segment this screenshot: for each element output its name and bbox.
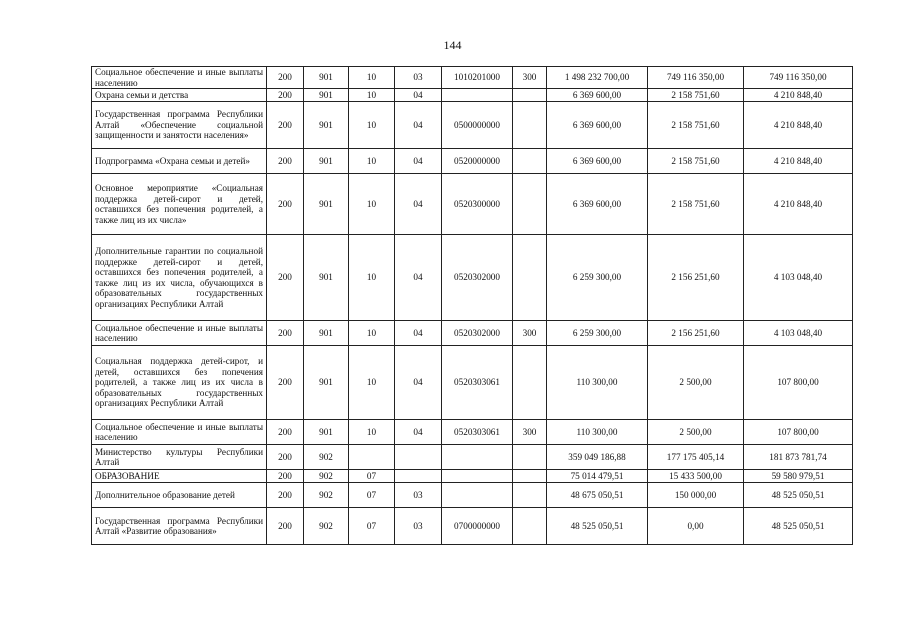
row-sum-total: 359 049 186,88 <box>547 445 648 470</box>
row-target-article: 0520303061 <box>442 420 513 445</box>
row-ved: 901 <box>304 346 349 420</box>
row-name: Социальная поддержка детей-сирот, и детей, оставшихся без попечения родителей, а также лиц из их числа в образовательных государственных организациях Республики Алтай <box>92 346 267 420</box>
row-expense-type <box>513 346 547 420</box>
row-podrazdel: 03 <box>395 483 442 508</box>
row-grbs: 200 <box>267 470 304 483</box>
row-sum-regional: 4 210 848,40 <box>744 89 853 102</box>
row-sum-total: 75 014 479,51 <box>547 470 648 483</box>
row-razdel: 10 <box>349 89 395 102</box>
table-row <box>92 508 853 545</box>
row-sum-regional: 4 103 048,40 <box>744 321 853 346</box>
row-target-article: 0520000000 <box>442 149 513 174</box>
row-ved: 902 <box>304 445 349 470</box>
row-target-article: 0520303061 <box>442 346 513 420</box>
row-ved: 901 <box>304 67 349 89</box>
row-razdel: 10 <box>349 420 395 445</box>
row-expense-type <box>513 235 547 321</box>
row-name: Социальное обеспечение и иные выплаты населению <box>92 321 267 346</box>
budget-table <box>91 66 853 545</box>
row-sum-regional: 48 525 050,51 <box>744 483 853 508</box>
row-ved: 901 <box>304 321 349 346</box>
row-razdel: 10 <box>349 67 395 89</box>
row-sum-federal: 2 500,00 <box>648 346 744 420</box>
row-name: Государственная программа Республики Алтай «Обеспечение социальной защищенности и занятости населения» <box>92 102 267 149</box>
row-sum-federal: 2 156 251,60 <box>648 321 744 346</box>
table-row <box>92 346 853 420</box>
table-row <box>92 420 853 445</box>
row-sum-federal: 2 158 751,60 <box>648 89 744 102</box>
row-podrazdel <box>395 445 442 470</box>
row-name: Основное мероприятие «Социальная поддержка детей-сирот и детей, оставшихся без попечения родителей, а также лиц из их числа» <box>92 174 267 235</box>
row-expense-type <box>513 149 547 174</box>
row-sum-total: 6 259 300,00 <box>547 321 648 346</box>
row-razdel: 07 <box>349 470 395 483</box>
row-expense-type: 300 <box>513 420 547 445</box>
row-sum-federal: 2 158 751,60 <box>648 102 744 149</box>
row-name: Охрана семьи и детства <box>92 89 267 102</box>
row-sum-total: 6 369 600,00 <box>547 102 648 149</box>
table-row <box>92 445 853 470</box>
row-grbs: 200 <box>267 174 304 235</box>
row-target-article: 0520302000 <box>442 321 513 346</box>
row-sum-regional: 4 210 848,40 <box>744 174 853 235</box>
row-name: Государственная программа Республики Алтай «Развитие образования» <box>92 508 267 545</box>
table-row <box>92 470 853 483</box>
row-ved: 902 <box>304 483 349 508</box>
row-sum-regional: 107 800,00 <box>744 420 853 445</box>
row-podrazdel: 03 <box>395 67 442 89</box>
row-sum-federal: 2 156 251,60 <box>648 235 744 321</box>
row-ved: 902 <box>304 508 349 545</box>
table-row <box>92 149 853 174</box>
row-razdel: 10 <box>349 149 395 174</box>
row-name: Социальное обеспечение и иные выплаты населению <box>92 420 267 445</box>
row-expense-type: 300 <box>513 321 547 346</box>
row-podrazdel: 04 <box>395 174 442 235</box>
row-ved: 901 <box>304 89 349 102</box>
row-grbs: 200 <box>267 346 304 420</box>
row-podrazdel: 03 <box>395 508 442 545</box>
row-grbs: 200 <box>267 149 304 174</box>
row-target-article: 0500000000 <box>442 102 513 149</box>
table-row <box>92 102 853 149</box>
row-target-article: 1010201000 <box>442 67 513 89</box>
row-ved: 901 <box>304 102 349 149</box>
row-sum-federal: 150 000,00 <box>648 483 744 508</box>
row-sum-total: 48 675 050,51 <box>547 483 648 508</box>
row-sum-regional: 4 210 848,40 <box>744 102 853 149</box>
row-target-article <box>442 445 513 470</box>
row-expense-type <box>513 89 547 102</box>
row-razdel: 10 <box>349 321 395 346</box>
row-grbs: 200 <box>267 89 304 102</box>
row-name: ОБРАЗОВАНИЕ <box>92 470 267 483</box>
row-ved: 902 <box>304 470 349 483</box>
row-ved: 901 <box>304 420 349 445</box>
row-expense-type <box>513 483 547 508</box>
row-podrazdel: 04 <box>395 102 442 149</box>
row-sum-regional: 749 116 350,00 <box>744 67 853 89</box>
row-ved: 901 <box>304 149 349 174</box>
row-sum-federal: 2 158 751,60 <box>648 174 744 235</box>
row-grbs: 200 <box>267 67 304 89</box>
row-grbs: 200 <box>267 508 304 545</box>
row-grbs: 200 <box>267 235 304 321</box>
row-podrazdel: 04 <box>395 346 442 420</box>
table-row <box>92 67 853 89</box>
row-ved: 901 <box>304 174 349 235</box>
row-grbs: 200 <box>267 420 304 445</box>
row-razdel: 07 <box>349 508 395 545</box>
row-sum-regional: 4 210 848,40 <box>744 149 853 174</box>
row-target-article: 0520302000 <box>442 235 513 321</box>
row-sum-total: 110 300,00 <box>547 346 648 420</box>
row-podrazdel: 04 <box>395 321 442 346</box>
table-row <box>92 235 853 321</box>
row-sum-total: 6 259 300,00 <box>547 235 648 321</box>
row-podrazdel: 04 <box>395 149 442 174</box>
row-sum-total: 6 369 600,00 <box>547 149 648 174</box>
row-podrazdel: 04 <box>395 420 442 445</box>
row-razdel: 10 <box>349 174 395 235</box>
row-grbs: 200 <box>267 483 304 508</box>
row-razdel <box>349 445 395 470</box>
row-name: Дополнительное образование детей <box>92 483 267 508</box>
row-name: Дополнительные гарантии по социальной поддержке детей-сирот и детей, оставшихся без попечения родителей, а также лиц из их числа, обучающихся в образовательных государственных организациях Республики Алтай <box>92 235 267 321</box>
row-ved: 901 <box>304 235 349 321</box>
row-razdel: 10 <box>349 235 395 321</box>
row-sum-regional: 181 873 781,74 <box>744 445 853 470</box>
row-podrazdel <box>395 470 442 483</box>
row-expense-type <box>513 102 547 149</box>
row-grbs: 200 <box>267 321 304 346</box>
row-expense-type <box>513 470 547 483</box>
row-expense-type <box>513 174 547 235</box>
row-sum-federal: 0,00 <box>648 508 744 545</box>
row-razdel: 10 <box>349 102 395 149</box>
row-sum-regional: 107 800,00 <box>744 346 853 420</box>
row-sum-federal: 15 433 500,00 <box>648 470 744 483</box>
row-sum-total: 110 300,00 <box>547 420 648 445</box>
row-name: Социальное обеспечение и иные выплаты населению <box>92 67 267 89</box>
row-sum-federal: 177 175 405,14 <box>648 445 744 470</box>
row-sum-federal: 2 500,00 <box>648 420 744 445</box>
row-sum-regional: 4 103 048,40 <box>744 235 853 321</box>
row-name: Министерство культуры Республики Алтай <box>92 445 267 470</box>
table-row <box>92 321 853 346</box>
row-target-article <box>442 89 513 102</box>
row-sum-regional: 59 580 979,51 <box>744 470 853 483</box>
row-target-article <box>442 483 513 508</box>
row-sum-total: 6 369 600,00 <box>547 174 648 235</box>
row-expense-type <box>513 508 547 545</box>
row-sum-total: 1 498 232 700,00 <box>547 67 648 89</box>
row-expense-type <box>513 445 547 470</box>
table-row <box>92 89 853 102</box>
row-name: Подпрограмма «Охрана семьи и детей» <box>92 149 267 174</box>
row-sum-total: 6 369 600,00 <box>547 89 648 102</box>
row-razdel: 07 <box>349 483 395 508</box>
row-target-article: 0520300000 <box>442 174 513 235</box>
row-sum-total: 48 525 050,51 <box>547 508 648 545</box>
row-sum-federal: 749 116 350,00 <box>648 67 744 89</box>
row-podrazdel: 04 <box>395 235 442 321</box>
row-razdel: 10 <box>349 346 395 420</box>
row-grbs: 200 <box>267 445 304 470</box>
row-target-article <box>442 470 513 483</box>
row-sum-federal: 2 158 751,60 <box>648 149 744 174</box>
table-row <box>92 483 853 508</box>
row-sum-regional: 48 525 050,51 <box>744 508 853 545</box>
row-grbs: 200 <box>267 102 304 149</box>
table-row <box>92 174 853 235</box>
row-podrazdel: 04 <box>395 89 442 102</box>
row-target-article: 0700000000 <box>442 508 513 545</box>
page-number: 144 <box>443 38 462 52</box>
row-expense-type: 300 <box>513 67 547 89</box>
